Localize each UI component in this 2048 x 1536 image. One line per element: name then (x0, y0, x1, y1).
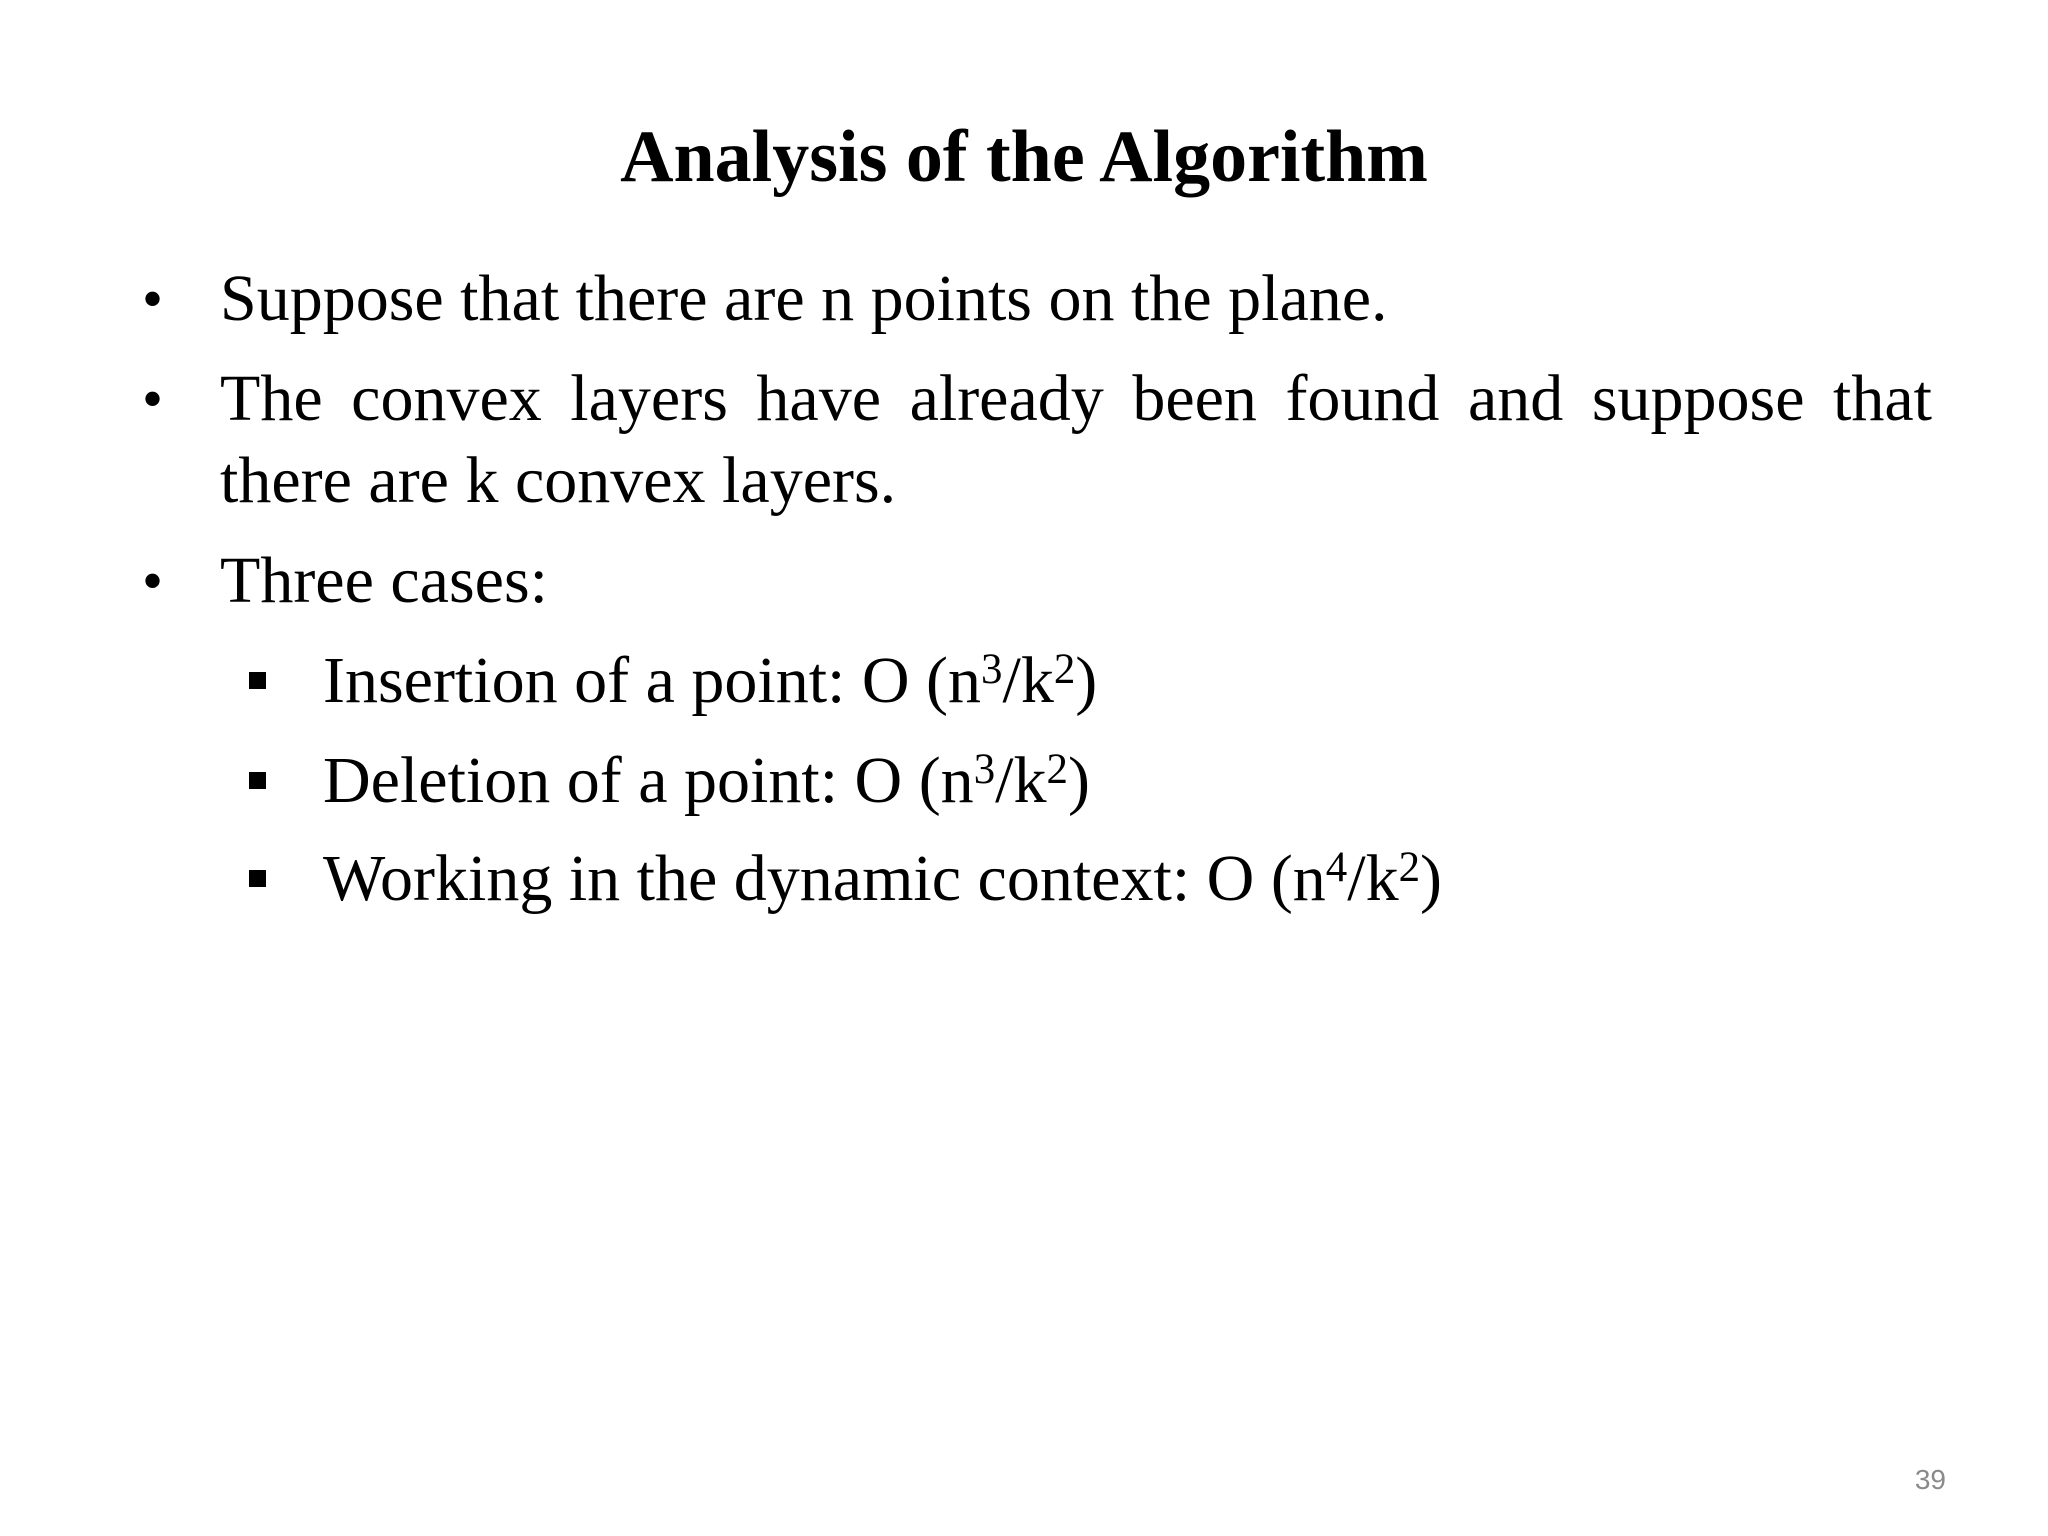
bullet-item (142, 258, 1932, 340)
slide-title: Analysis of the Algorithm (620, 116, 1428, 198)
bullet-dot: • (142, 548, 164, 614)
exponent: 3 (973, 745, 996, 793)
exponent: 2 (1398, 843, 1421, 891)
bullet-dot: • (142, 366, 164, 432)
formula-suffix: ) (1075, 644, 1098, 717)
page-number: 39 (1914, 1464, 1946, 1495)
sub-bullet-text (323, 640, 1923, 722)
bullet-text: Three cases: (220, 544, 548, 617)
formula-mid: /k (995, 744, 1047, 817)
formula-suffix: ) (1067, 744, 1090, 817)
sub-bullet-item (323, 740, 1923, 822)
sub-bullet-item (323, 838, 1923, 920)
square-bullet-icon (249, 772, 266, 789)
formula-prefix: Working in the dynamic context: O (n (323, 842, 1326, 915)
bullet-text: The convex layers have already been found and suppose that there are k convex layers. (220, 362, 1932, 517)
bullet-item (142, 540, 1932, 622)
formula-suffix: ) (1420, 842, 1443, 915)
formula-mid: /k (1347, 842, 1399, 915)
sub-bullet-text (323, 740, 1923, 822)
bullet-text: Suppose that there are n points on the plane. (220, 262, 1388, 335)
bullet-dot: • (142, 266, 164, 332)
exponent: 3 (981, 645, 1003, 693)
exponent: 4 (1325, 843, 1348, 891)
exponent: 2 (1046, 745, 1068, 793)
sub-bullet-item (323, 640, 1923, 722)
bullet-item (142, 358, 1932, 522)
formula-prefix: Insertion of a point: O (n (323, 644, 982, 717)
exponent: 2 (1053, 645, 1076, 693)
formula-prefix: Deletion of a point: O (n (323, 744, 974, 817)
square-bullet-icon (249, 870, 266, 887)
square-bullet-icon (249, 672, 266, 689)
sub-bullet-text (323, 838, 1923, 920)
formula-mid: /k (1002, 644, 1054, 717)
